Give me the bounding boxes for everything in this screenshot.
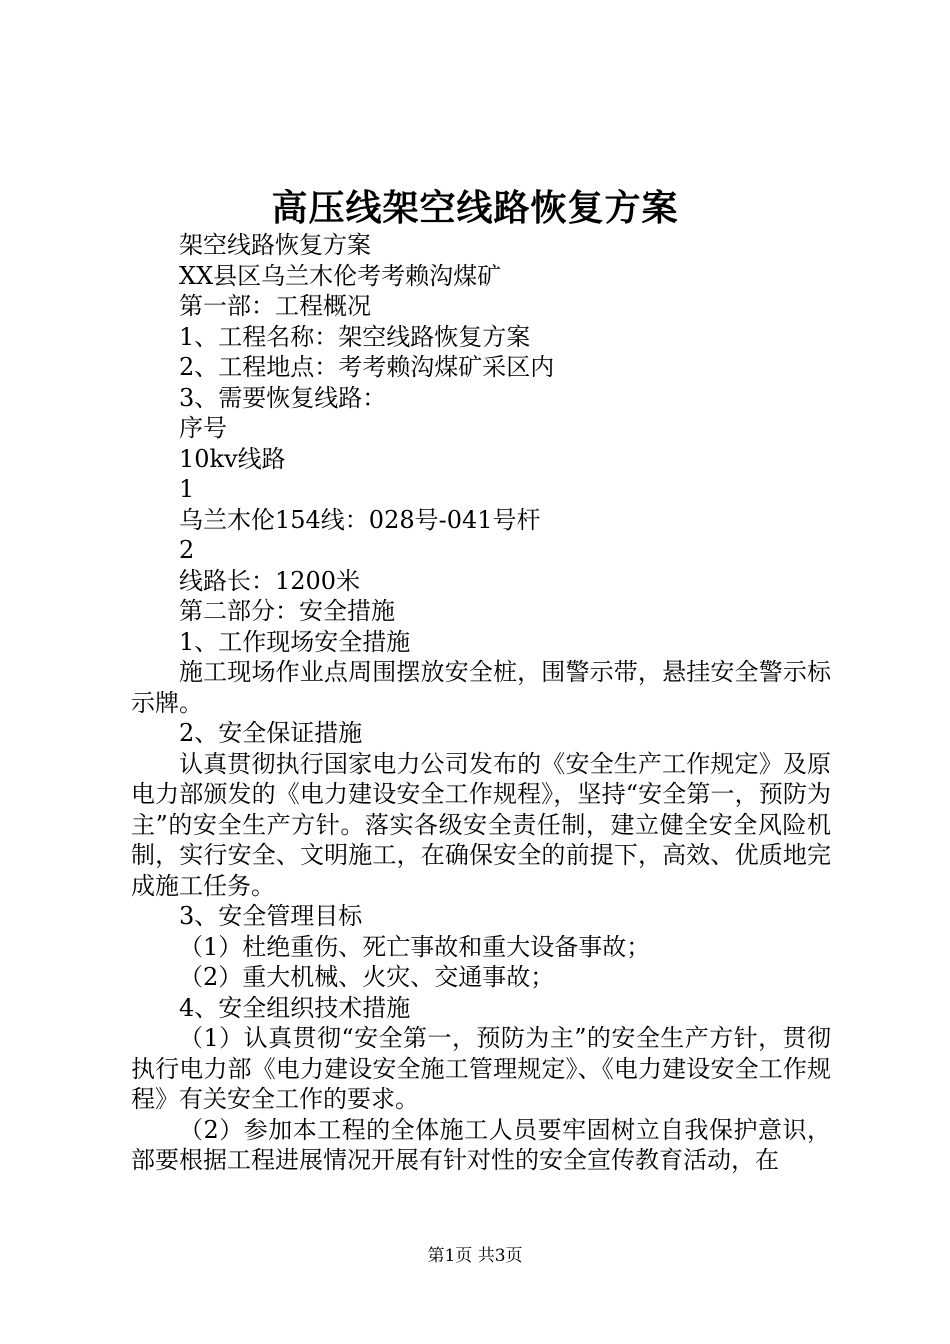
section-heading: 第二部分：安全措施: [179, 597, 395, 625]
document-title: 高压线架空线路恢复方案: [271, 187, 679, 229]
text-line: 架空线路恢复方案: [179, 231, 371, 259]
table-cell: 1: [179, 475, 195, 503]
list-item: （1）杜绝重伤、死亡事故和重大设备事故；: [179, 932, 651, 961]
text-line: 3、需要恢复线路：: [179, 383, 387, 412]
paragraph: （2）参加本工程的全体施工人员要牢固树立自我保护意识，部要根据工程进展情况开展有针对性的安全宣传教育活动，在: [131, 1115, 831, 1174]
subsection-heading: 4、安全组织技术措施: [179, 993, 411, 1022]
list-item: （2）重大机械、火灾、交通事故；: [179, 963, 555, 991]
subsection-heading: 2、安全保证措施: [179, 719, 363, 747]
paragraph: 认真贯彻执行国家电力公司发布的《安全生产工作规定》及原电力部颁发的《电力建设安全工作规程》，坚持“安全第一，预防为主”的安全生产方针。落实各级安全责任制，建立健全安全风险机制，实行安全、文明施工，在确保安全的前提下，高效、优质地完成施工任务。: [131, 749, 831, 900]
table-cell: 2: [179, 536, 195, 564]
paragraph: （1）认真贯彻“安全第一，预防为主”的安全生产方针，贯彻执行电力部《电力建设安全施工管理规定》、《电力建设安全工作规程》有关安全工作的要求。: [131, 1024, 831, 1113]
text-line: 2、工程地点：考考赖沟煤矿采区内: [179, 353, 555, 381]
table-cell: 线路长：1200米: [179, 566, 361, 595]
subsection-heading: 1、工作现场安全措施: [179, 627, 411, 656]
document-body: [131, 230, 831, 1176]
paragraph: 施工现场作业点周围摆放安全桩，围警示带，悬挂安全警示标示牌。: [131, 658, 831, 717]
page-number: 第1页 共3页: [427, 1246, 523, 1266]
text-line: XX县区乌兰木伦考考赖沟煤矿: [179, 261, 502, 290]
text-line: 1、工程名称：架空线路恢复方案: [179, 322, 531, 351]
section-heading: 第一部：工程概况: [179, 292, 371, 320]
table-header-cell: 10kv线路: [179, 444, 286, 473]
table-cell: 乌兰木伦154线：028号-041号杆: [179, 505, 541, 534]
subsection-heading: 3、安全管理目标: [179, 902, 363, 930]
table-header-cell: 序号: [179, 414, 227, 442]
